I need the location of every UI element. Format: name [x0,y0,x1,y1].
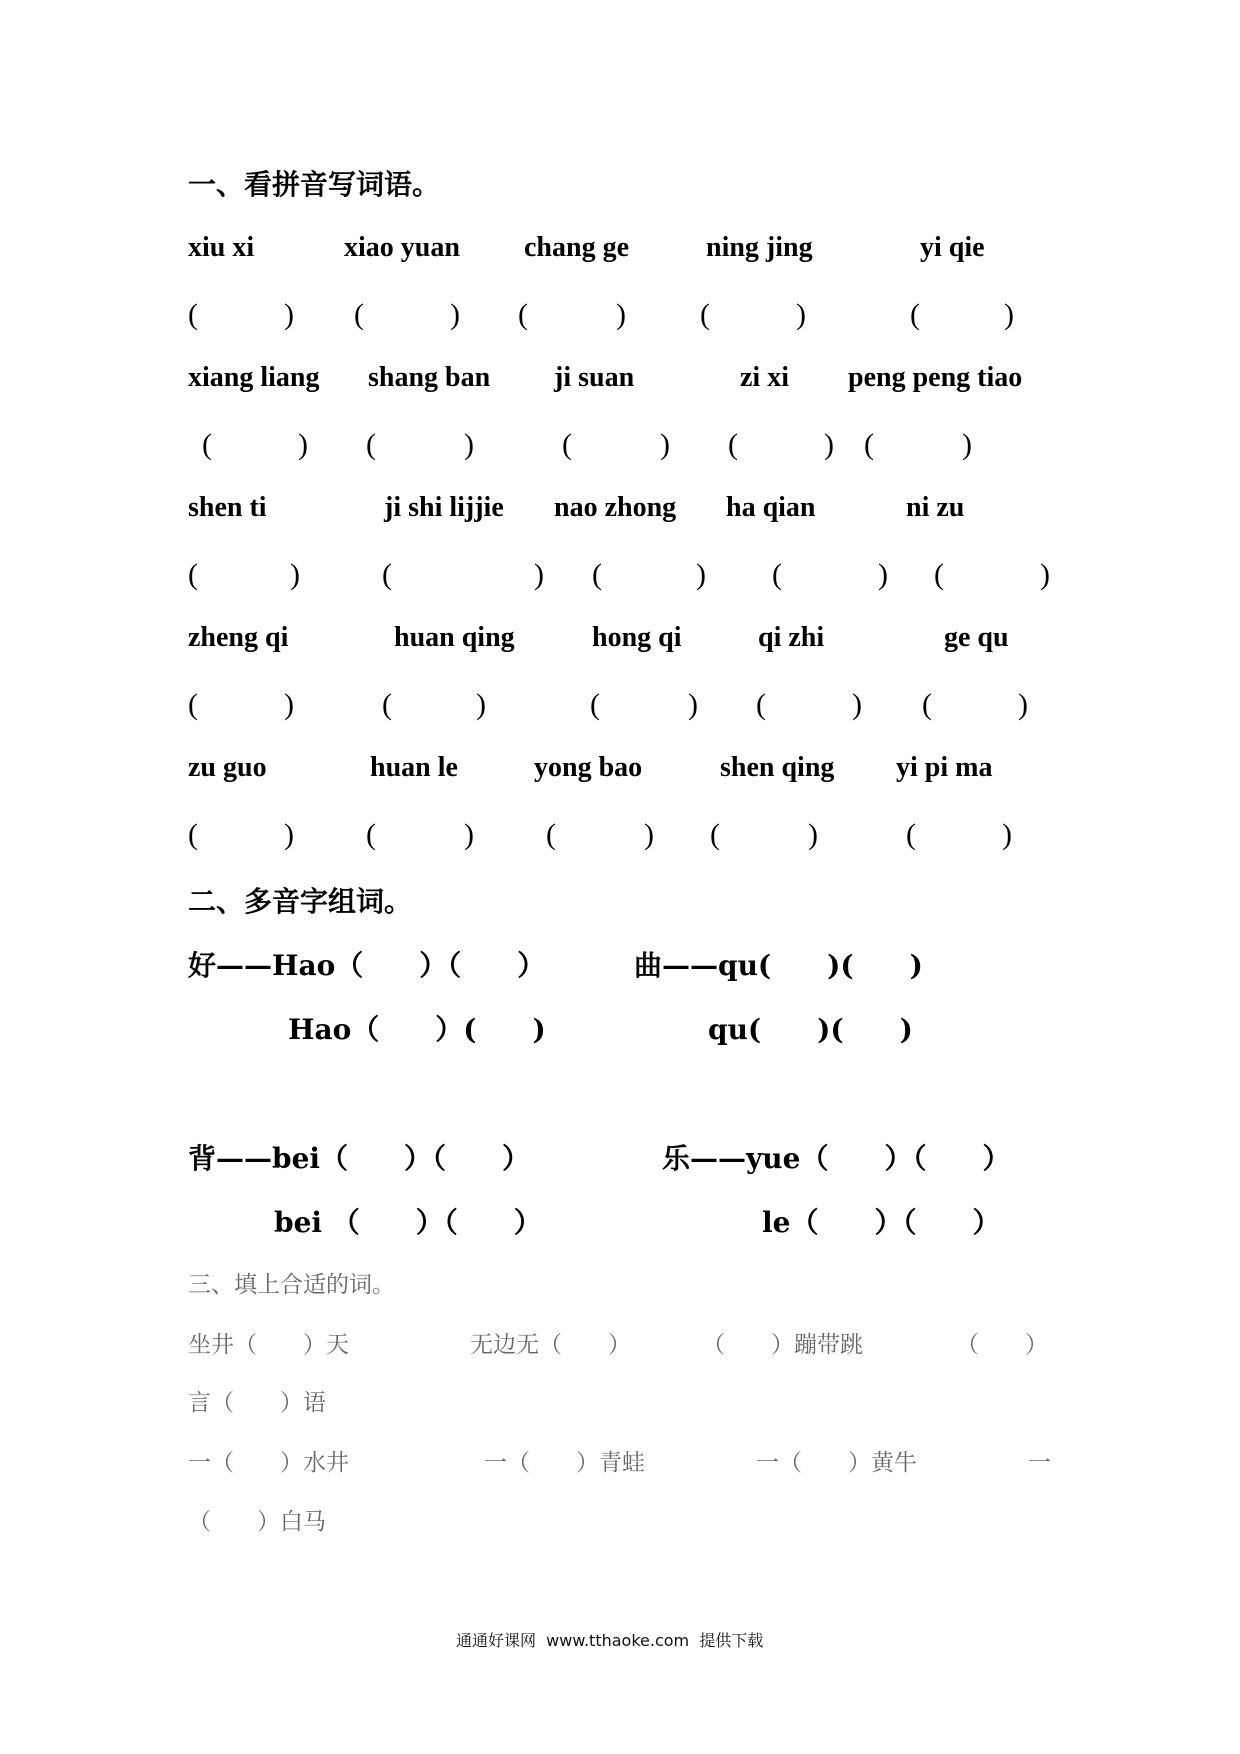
pinyin-item: xiao yuan [344,232,460,263]
answer-blank[interactable]: ( [934,558,944,591]
answer-blank[interactable]: ( [710,818,720,851]
answer-blank[interactable]: ( [562,428,572,461]
pinyin-item: chang ge [524,232,629,263]
pinyin-item: yi qie [920,232,985,263]
answer-blank[interactable]: ( [382,558,392,591]
answer-blank[interactable]: ( [188,558,198,591]
idiom-blank[interactable]: 坐井（ ）天 [188,1332,349,1358]
answer-blank[interactable]: ( [382,688,392,721]
pinyin-item: ha qian [726,492,816,523]
measure-word-blank[interactable]: 一（ ）青蛙 [484,1450,645,1476]
polyphone-hao-line2[interactable]: Hao（ ）( ) [288,1013,546,1046]
answer-blank[interactable]: ( [546,818,556,851]
pinyin-item: ni zu [906,492,965,523]
pinyin-item: ji suan [554,362,635,393]
answer-blank[interactable]: ) [1040,558,1050,591]
answer-blank[interactable]: ( [864,428,874,461]
answer-blank[interactable]: ) [284,298,294,331]
answer-blank[interactable]: ) [878,558,888,591]
section2-title: 二、多音字组词。 [188,885,413,918]
answer-blank[interactable]: ( [518,298,528,331]
answer-blank[interactable]: ( [922,688,932,721]
idiom-blank[interactable]: （ ）蹦带跳 [702,1332,863,1358]
pinyin-item: nao zhong [554,492,677,523]
polyphone-bei-line1[interactable]: 背——bei（ ）（ ） [188,1142,531,1175]
answer-blank[interactable]: ( [354,298,364,331]
polyphone-hao-line1[interactable]: 好——Hao（ ）（ ） [188,949,546,982]
answer-blank[interactable]: ) [284,688,294,721]
idiom-blank[interactable]: （ ） [956,1332,1048,1358]
answer-blank[interactable]: ) [852,688,862,721]
polyphone-qu-line2[interactable]: qu( )( ) [708,1013,913,1046]
measure-word-blank[interactable]: 一（ ）黄牛 [756,1450,917,1476]
pinyin-item: shen qing [720,752,835,783]
answer-blank[interactable]: ) [464,428,474,461]
answer-blank[interactable]: ( [756,688,766,721]
pinyin-item: yi pi ma [896,752,993,783]
measure-word-blank[interactable]: 一（ ）水井 [188,1450,349,1476]
answer-blank[interactable]: ( [188,298,198,331]
answer-blank[interactable]: ) [450,298,460,331]
idiom-blank[interactable]: 言（ ）语 [188,1390,326,1416]
answer-blank[interactable]: ) [644,818,654,851]
pinyin-item: zheng qi [188,622,289,653]
polyphone-bei-line2[interactable]: bei （ ）（ ） [274,1206,542,1239]
page-footer: 通通好课网 www.tthaoke.com 提供下载 [456,1631,764,1650]
answer-blank[interactable]: ( [188,688,198,721]
pinyin-item: shang ban [368,362,491,393]
answer-blank[interactable]: ( [906,818,916,851]
answer-blank[interactable]: ) [796,298,806,331]
answer-blank[interactable]: ) [1002,818,1012,851]
pinyin-item: yong bao [534,752,643,783]
pinyin-item: xiang liang [188,362,320,393]
measure-word-blank: 一 [1028,1450,1051,1476]
polyphone-yue-line1[interactable]: 乐——yue（ ）（ ） [662,1142,1011,1175]
pinyin-item: ning jing [706,232,813,263]
answer-blank[interactable]: ) [962,428,972,461]
pinyin-item: xiu xi [188,232,255,263]
pinyin-item: hong qi [592,622,682,653]
answer-blank[interactable]: ( [772,558,782,591]
answer-blank[interactable]: ( [700,298,710,331]
section3-title: 三、填上合适的词。 [188,1272,395,1298]
answer-blank[interactable]: ) [808,818,818,851]
answer-blank[interactable]: ( [590,688,600,721]
idiom-blank[interactable]: 无边无（ ） [470,1332,631,1358]
answer-blank[interactable]: ( [592,558,602,591]
pinyin-item: huan le [370,752,458,783]
answer-blank[interactable]: ) [688,688,698,721]
polyphone-qu-line1[interactable]: 曲——qu( )( ) [634,949,923,982]
answer-blank[interactable]: ( [366,818,376,851]
pinyin-item: peng peng tiao [848,362,1023,393]
answer-blank[interactable]: ) [696,558,706,591]
polyphone-le-line2[interactable]: le（ ）（ ） [762,1206,1001,1239]
answer-blank[interactable]: ) [464,818,474,851]
answer-blank[interactable]: ) [824,428,834,461]
pinyin-item: shen ti [188,492,267,523]
answer-blank[interactable]: ) [534,558,544,591]
pinyin-item: zi xi [740,362,789,393]
answer-blank[interactable]: ) [616,298,626,331]
pinyin-item: huan qing [394,622,515,653]
section1-title: 一、看拼音写词语。 [188,168,441,201]
pinyin-item: zu guo [188,752,267,783]
pinyin-item: ge qu [944,622,1009,653]
answer-blank[interactable]: ) [1004,298,1014,331]
measure-word-blank[interactable]: （ ）白马 [188,1509,326,1535]
answer-blank[interactable]: ( [366,428,376,461]
answer-blank[interactable]: ( [188,818,198,851]
answer-blank[interactable]: ( [910,298,920,331]
answer-blank[interactable]: ) [476,688,486,721]
answer-blank[interactable]: ) [1018,688,1028,721]
answer-blank[interactable]: ) [290,558,300,591]
pinyin-item: ji shi lijjie [384,492,504,523]
pinyin-item: qi zhi [758,622,825,653]
answer-blank[interactable]: ) [284,818,294,851]
answer-blank[interactable]: ( [202,428,212,461]
answer-blank[interactable]: ) [298,428,308,461]
answer-blank[interactable]: ) [660,428,670,461]
answer-blank[interactable]: ( [728,428,738,461]
